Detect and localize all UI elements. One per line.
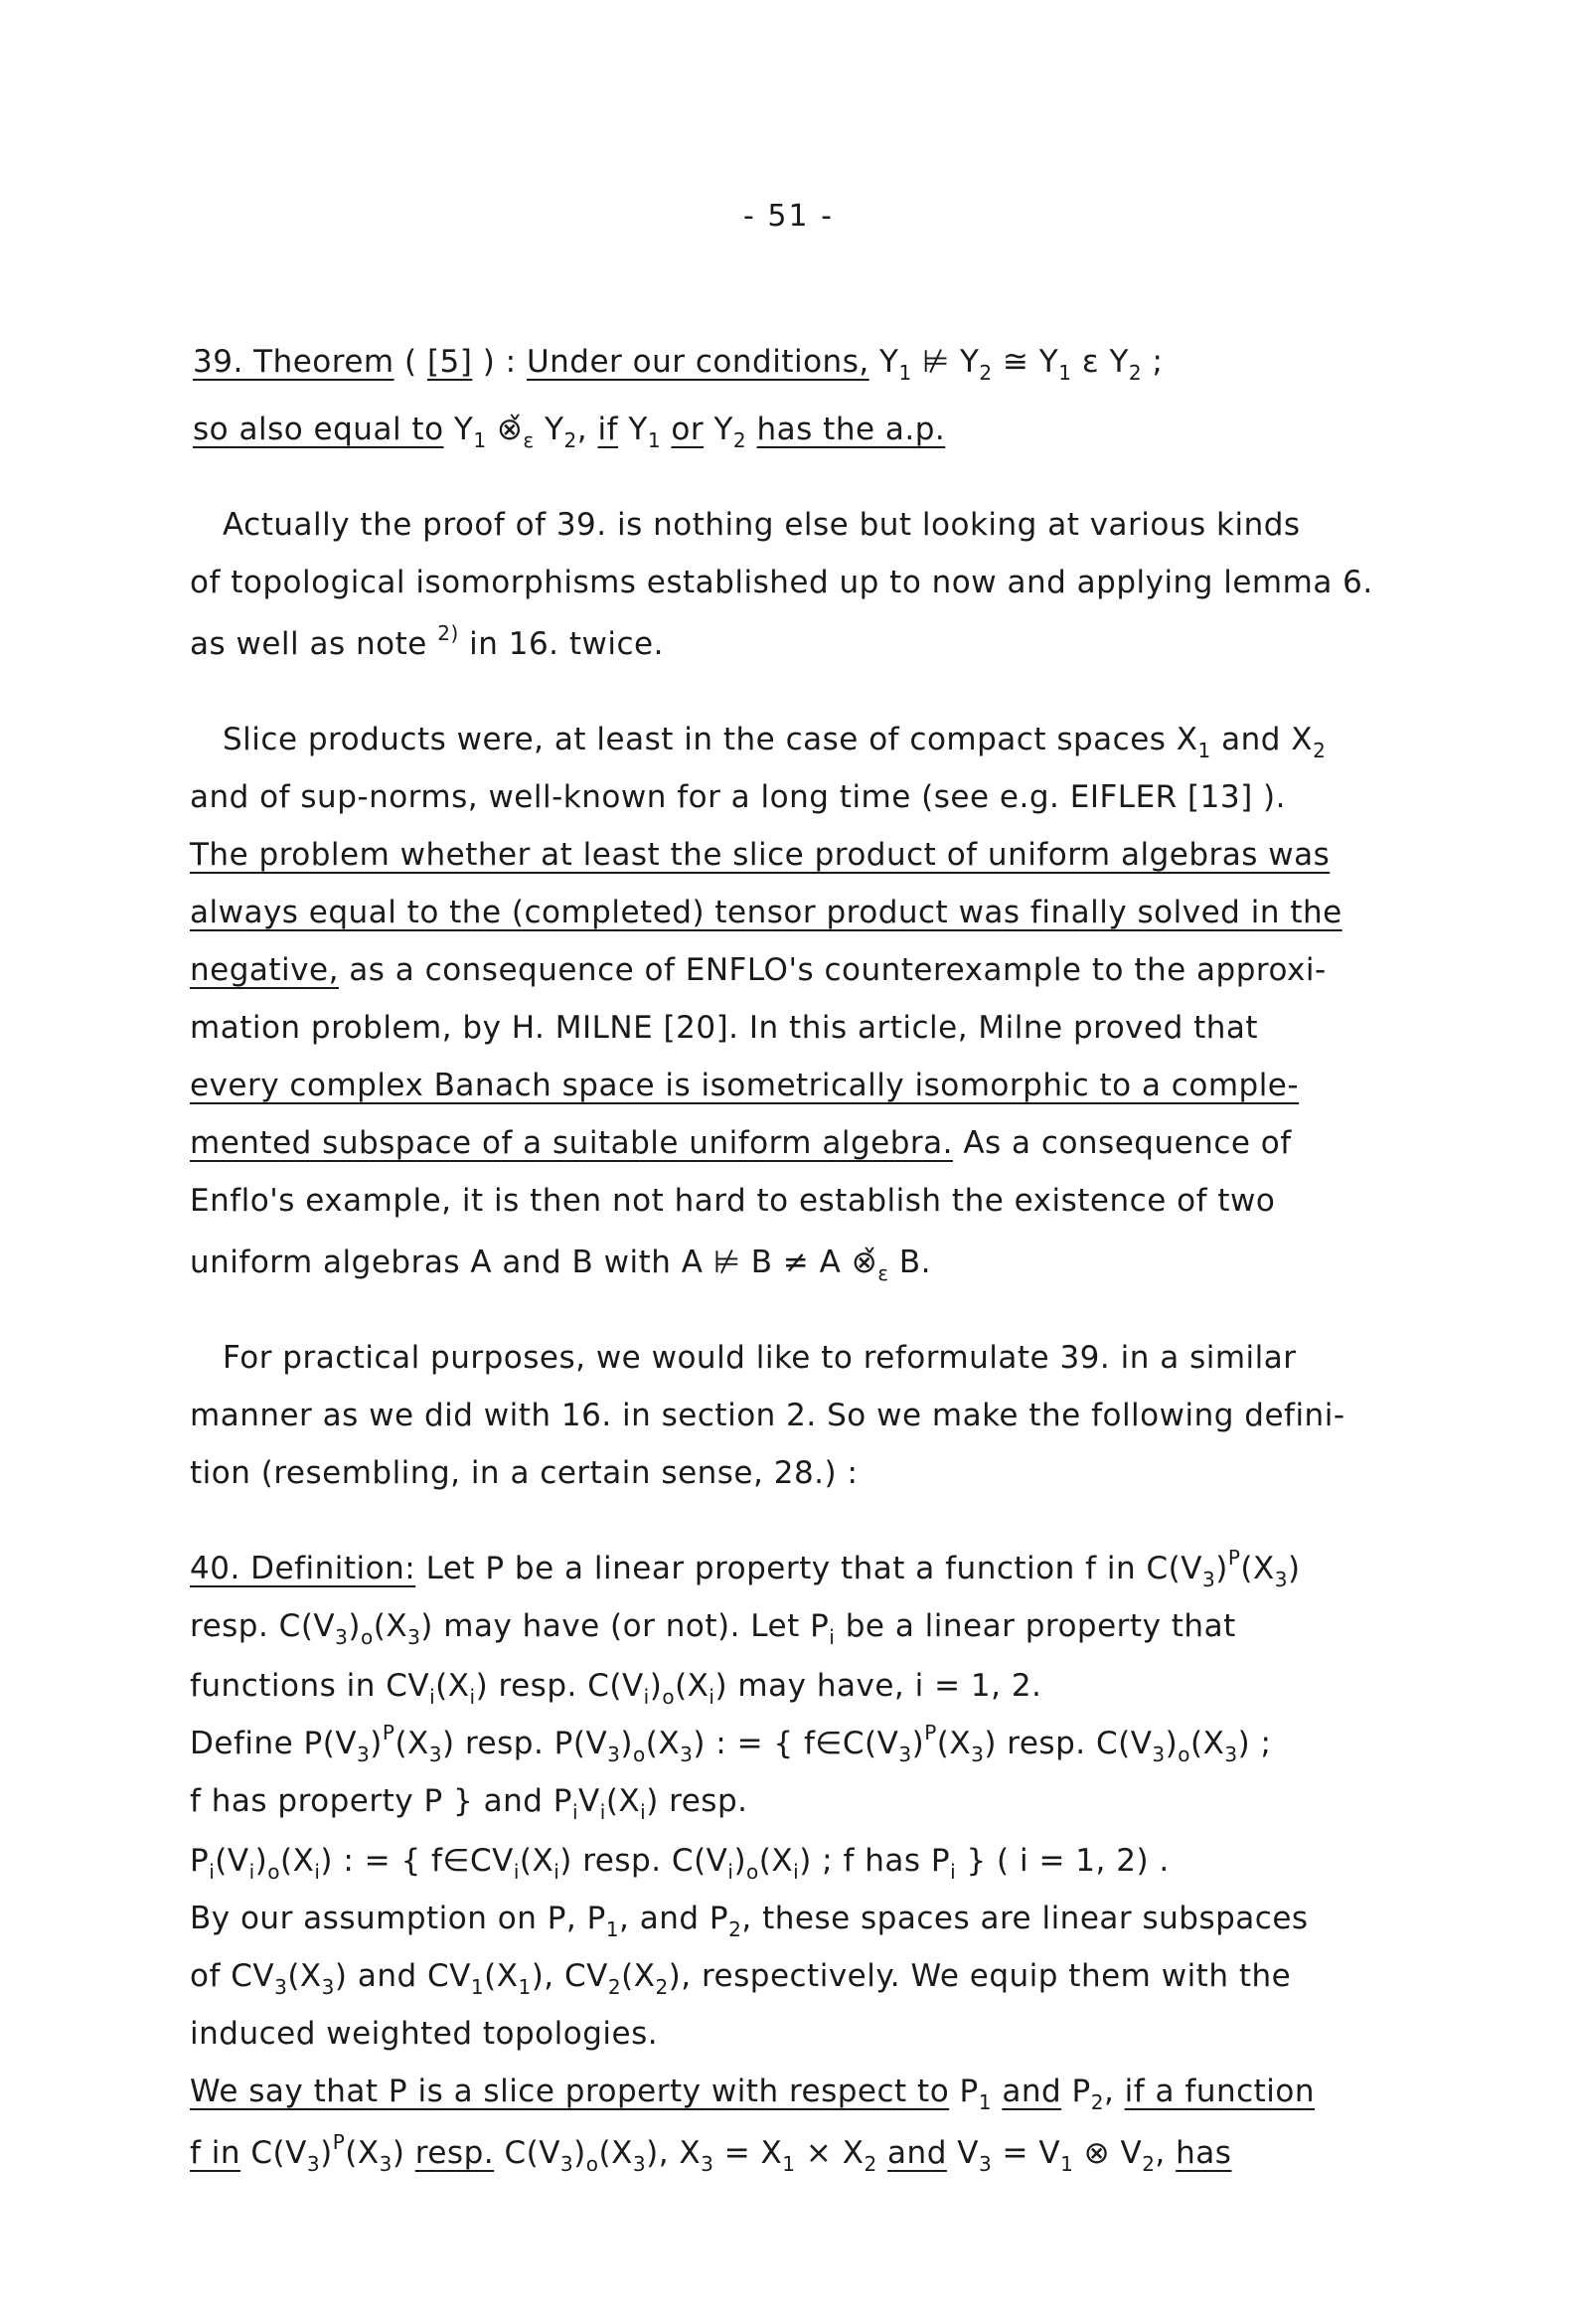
text-span: (X <box>435 1668 470 1704</box>
text-span: mation problem, by H. MILNE [20]. In this article, Milne proved that <box>190 1010 1259 1046</box>
text-span: Y <box>534 412 564 447</box>
text-line <box>190 1899 1309 1941</box>
text-span: P <box>190 1843 210 1879</box>
subscript: 3 <box>701 2152 714 2176</box>
text-span: (X <box>758 1843 794 1879</box>
text-span: C(V <box>240 2135 307 2171</box>
text-span: ) <box>254 1843 268 1879</box>
text-span: if <box>597 412 619 447</box>
subscript: i <box>513 1860 520 1884</box>
subscript: o <box>585 2152 599 2176</box>
subscript: o <box>360 1625 374 1649</box>
subscript: i <box>640 1800 647 1824</box>
text-span: ) <box>370 1726 383 1761</box>
subscript: i <box>643 1685 650 1709</box>
text-span: By our assumption on P, P <box>190 1901 606 1936</box>
subscript: 3 <box>680 1743 694 1766</box>
text-span: (X <box>484 1958 519 1994</box>
text-span: The problem whether at least the slice product of uniform algebras was <box>190 837 1331 873</box>
text-span: ) resp. C(V <box>984 1726 1153 1761</box>
subscript: 3 <box>274 1975 288 1999</box>
text-span: [5] <box>426 344 473 380</box>
subscript: i <box>553 1860 560 1884</box>
text-span: ( <box>394 344 427 380</box>
text-span: every complex Banach space is isometrically isomorphic to a comple- <box>190 1068 1300 1103</box>
text-span: as a consequence of ENFLO's counterexample to the approxi- <box>338 952 1327 988</box>
text-span: f in <box>190 2135 241 2171</box>
subscript: 3 <box>335 1625 349 1649</box>
text-span: uniform algebras A and B with A ⊭ B ≠ A ⊗̌ <box>190 1245 878 1280</box>
subscript: 2 <box>607 1975 622 1999</box>
text-span: resp. <box>414 2135 495 2171</box>
text-span: or <box>671 412 705 447</box>
text-span: For practical purposes, we would like to reformulate 39. in a similar <box>223 1340 1297 1376</box>
text-span: mented subspace of a suitable uniform algebra. <box>190 1125 953 1161</box>
text-line <box>190 777 1286 817</box>
text-line <box>223 505 1301 545</box>
superscript: P <box>382 1721 395 1744</box>
subscript: 3 <box>607 1743 621 1766</box>
text-line <box>190 835 1330 875</box>
subscript: 1 <box>1197 739 1211 762</box>
text-span: Y <box>868 344 899 380</box>
text-line <box>190 1956 1292 1999</box>
subscript: o <box>633 1743 646 1766</box>
text-span: Let P be a linear property that a function f in C(V <box>415 1551 1202 1586</box>
subscript: 3 <box>357 1743 371 1766</box>
text-span: ) may have (or not). Let P <box>420 1608 830 1644</box>
text-span: ) resp. P(V <box>442 1726 608 1761</box>
text-span: , <box>576 412 598 447</box>
text-span: and of sup-norms, well-known for a long time (see e.g. EIFLER [13] ). <box>190 779 1286 815</box>
text-line <box>190 1666 1042 1709</box>
text-span: always equal to the (completed) tensor product was finally solved in the <box>190 895 1342 930</box>
text-line <box>190 1721 1272 1766</box>
text-span: of topological isomorphisms established up to now and applying lemma 6. <box>190 565 1373 600</box>
subscript: 3 <box>407 1625 421 1649</box>
text-span: if a function <box>1124 2074 1316 2109</box>
text-span: = X <box>713 2135 783 2171</box>
text-line <box>190 1008 1258 1048</box>
subscript: 2 <box>864 2152 877 2176</box>
subscript: 1 <box>518 1975 532 1999</box>
subscript: i <box>314 1860 321 1884</box>
subscript: 3 <box>321 1975 335 1999</box>
text-span: ⊗̌ <box>486 412 524 447</box>
text-line <box>190 563 1373 602</box>
text-line <box>190 1123 1292 1163</box>
text-span: induced weighted topologies. <box>190 2016 659 2052</box>
text-span: in 16. twice. <box>458 626 664 662</box>
subscript: 1 <box>605 1917 620 1941</box>
text-line <box>223 1338 1297 1378</box>
subscript: 2 <box>1313 739 1327 762</box>
subscript: o <box>267 1860 280 1884</box>
subscript: 3 <box>379 2152 393 2176</box>
text-span: be a linear property that <box>835 1608 1236 1644</box>
superscript: 2) <box>437 621 459 645</box>
text-span: ; <box>1142 344 1164 380</box>
text-span: , and P <box>619 1901 729 1936</box>
page-number: - 51 - <box>743 199 834 234</box>
subscript: 1 <box>473 428 487 452</box>
text-span: P <box>949 2074 979 2109</box>
text-span: We say that P is a slice property with respect to <box>190 2074 950 2109</box>
text-span: ) <box>911 1726 925 1761</box>
subscript: 1 <box>1060 2152 1074 2176</box>
text-span: ) : = { f∈C(V <box>693 1726 899 1761</box>
subscript: i <box>429 1685 436 1709</box>
text-span: C(V <box>494 2135 560 2171</box>
text-span: ⊗ V <box>1073 2135 1143 2171</box>
subscript: 3 <box>1201 1568 1216 1591</box>
text-span: (X <box>1190 1726 1225 1761</box>
text-span: ) may have, i = 1, 2. <box>714 1668 1042 1704</box>
subscript: 2 <box>728 1917 742 1941</box>
subscript: i <box>209 1860 216 1884</box>
text-line <box>190 2014 658 2054</box>
text-span: and X <box>1210 722 1314 757</box>
text-span: 39. Theorem <box>193 344 394 380</box>
text-span: (X <box>621 1958 656 1994</box>
text-span: V <box>578 1783 600 1819</box>
text-span: ) resp. <box>646 1783 748 1819</box>
text-span: ) <box>1215 1551 1228 1586</box>
text-span: (X <box>675 1668 710 1704</box>
text-span: (X <box>605 1783 641 1819</box>
subscript: o <box>662 1685 676 1709</box>
text-span: of CV <box>190 1958 275 1994</box>
subscript: 1 <box>647 428 662 452</box>
subscript: 3 <box>898 1743 912 1766</box>
superscript: P <box>1227 1546 1241 1570</box>
text-line <box>190 893 1342 932</box>
text-span: ) <box>320 2135 333 2171</box>
text-line <box>190 1606 1236 1649</box>
subscript: 1 <box>898 361 912 385</box>
text-span: ≅ Y <box>992 344 1059 380</box>
text-line <box>190 1546 1301 1591</box>
text-span: (V <box>215 1843 249 1879</box>
text-span: As a consequence of <box>952 1125 1292 1161</box>
subscript: 3 <box>971 1743 985 1766</box>
text-span: tion (resembling, in a certain sense, 28.) : <box>190 1455 859 1491</box>
text-line <box>190 621 664 664</box>
text-span: (X <box>280 1843 315 1879</box>
text-line <box>193 410 946 452</box>
text-span: ) : = { f∈CV <box>320 1843 514 1879</box>
text-span <box>746 412 756 447</box>
subscript: i <box>727 1860 734 1884</box>
text-span: ) <box>1287 1551 1301 1586</box>
text-span: Y <box>704 412 733 447</box>
text-span: ) resp. C(V <box>475 1668 644 1704</box>
text-span: ) <box>649 1668 663 1704</box>
text-span: (X <box>936 1726 972 1761</box>
text-span: = V <box>992 2135 1061 2171</box>
text-span: ) <box>348 1608 361 1644</box>
text-line <box>193 342 1164 385</box>
text-line <box>190 1396 1345 1435</box>
text-span: as well as note <box>190 626 438 662</box>
text-span: ) : <box>472 344 527 380</box>
subscript: 1 <box>782 2152 796 2176</box>
subscript: 3 <box>428 1743 443 1766</box>
subscript: ε <box>523 428 535 452</box>
text-span: (X <box>645 1726 681 1761</box>
subscript: 2 <box>732 428 747 452</box>
subscript: 2 <box>1142 2152 1156 2176</box>
text-span: so also equal to <box>193 412 444 447</box>
superscript: P <box>924 1721 937 1744</box>
text-span: ) <box>1165 1726 1179 1761</box>
subscript: 2 <box>979 361 993 385</box>
text-span: B. <box>888 1245 932 1280</box>
subscript: 2 <box>655 1975 669 1999</box>
text-span: ) ; f has P <box>799 1843 951 1879</box>
text-span: ) <box>392 2135 415 2171</box>
text-span <box>992 2074 1002 2109</box>
text-span: , these spaces are linear subspaces <box>741 1901 1309 1936</box>
text-span: , <box>1155 2135 1177 2171</box>
text-span: (X <box>394 1726 429 1761</box>
subscript: 3 <box>978 2152 993 2176</box>
subscript: ε <box>877 1261 889 1285</box>
text-span: ), respectively. We equip them with the <box>668 1958 1292 1994</box>
text-line <box>190 1453 858 1493</box>
text-span: f has property P } and P <box>190 1783 572 1819</box>
text-span: ) <box>733 1843 747 1879</box>
text-span: ⊭ Y <box>911 344 980 380</box>
text-span <box>877 2135 887 2171</box>
subscript: 3 <box>1274 1568 1288 1591</box>
subscript: 3 <box>306 2152 321 2176</box>
text-span: , <box>1103 2074 1125 2109</box>
text-span: ) ; <box>1237 1726 1272 1761</box>
text-span: ) <box>573 2135 586 2171</box>
text-span: (X <box>598 2135 633 2171</box>
text-span: Y <box>618 412 648 447</box>
superscript: P <box>332 2130 346 2154</box>
text-line <box>190 2072 1316 2114</box>
subscript: 1 <box>1058 361 1072 385</box>
subscript: 3 <box>559 2152 574 2176</box>
text-line <box>223 720 1327 762</box>
subscript: i <box>599 1800 606 1824</box>
text-span: has <box>1176 2135 1232 2171</box>
text-span: ) resp. C(V <box>559 1843 728 1879</box>
text-span: ), CV <box>531 1958 608 1994</box>
text-span: negative, <box>190 952 339 988</box>
text-span: (X <box>287 1958 322 1994</box>
subscript: i <box>829 1625 836 1649</box>
text-span: ) and CV <box>334 1958 471 1994</box>
text-span: P <box>1061 2074 1091 2109</box>
text-span: 40. Definition: <box>190 1551 416 1586</box>
text-span: (X <box>519 1843 554 1879</box>
subscript: 1 <box>470 1975 485 1999</box>
text-span: ) <box>620 1726 633 1761</box>
text-span: Actually the proof of 39. is nothing else but looking at various kinds <box>223 507 1301 543</box>
text-line <box>190 1781 748 1824</box>
subscript: i <box>709 1685 715 1709</box>
text-span: functions in CV <box>190 1668 430 1704</box>
text-span: Under our conditions, <box>526 344 869 380</box>
text-line <box>190 1066 1299 1105</box>
subscript: i <box>469 1685 476 1709</box>
text-span: and <box>887 2135 947 2171</box>
text-span: Slice products were, at least in the case of compact spaces X <box>223 722 1198 757</box>
text-line <box>190 1841 1170 1884</box>
subscript: 2 <box>563 428 577 452</box>
text-span: } ( i = 1, 2) . <box>956 1843 1170 1879</box>
text-span: ), X <box>646 2135 702 2171</box>
subscript: i <box>248 1860 255 1884</box>
subscript: 3 <box>1152 1743 1166 1766</box>
subscript: 3 <box>1224 1743 1238 1766</box>
text-span: and <box>1002 2074 1062 2109</box>
text-span <box>661 412 671 447</box>
text-span: has the a.p. <box>756 412 946 447</box>
subscript: 1 <box>978 2090 992 2114</box>
text-line <box>190 2130 1232 2176</box>
text-span: manner as we did with 16. in section 2. So we make the following defini- <box>190 1398 1345 1433</box>
text-span: (X <box>373 1608 408 1644</box>
subscript: 2 <box>1090 2090 1104 2114</box>
text-span: (X <box>345 2135 380 2171</box>
subscript: 3 <box>632 2152 647 2176</box>
subscript: o <box>1178 1743 1191 1766</box>
subscript: i <box>793 1860 800 1884</box>
text-line <box>190 950 1327 990</box>
text-span: resp. C(V <box>190 1608 336 1644</box>
text-span: Enflo's example, it is then not hard to establish the existence of two <box>190 1183 1276 1219</box>
subscript: o <box>746 1860 759 1884</box>
text-span: ε Y <box>1071 344 1129 380</box>
text-span: (X <box>1240 1551 1275 1586</box>
text-span: × X <box>795 2135 865 2171</box>
text-span: Y <box>443 412 474 447</box>
text-span: Define P(V <box>190 1726 358 1761</box>
subscript: i <box>571 1800 579 1824</box>
text-line <box>190 1243 932 1285</box>
subscript: 2 <box>1128 361 1143 385</box>
text-span: V <box>946 2135 979 2171</box>
text-line <box>190 1181 1275 1221</box>
subscript: i <box>950 1860 957 1884</box>
